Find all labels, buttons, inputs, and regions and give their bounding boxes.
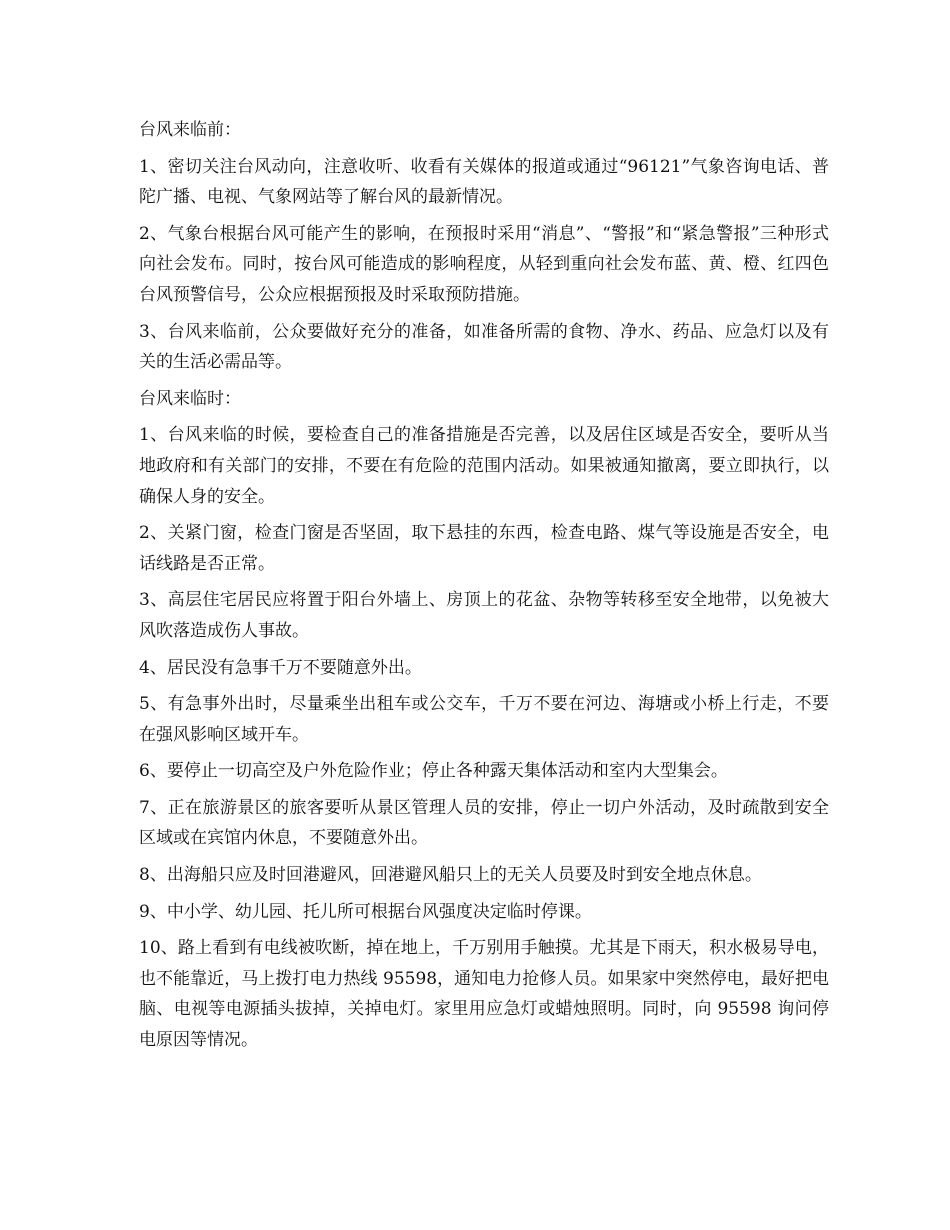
document-body: [139, 115, 829, 1062]
section-heading-before: 台风来临前：: [139, 120, 241, 140]
paragraph-during-9: 9、中小学、幼儿园、托儿所可根据台风强度决定临时停课。: [139, 901, 592, 922]
paragraph-before-1: 1、密切关注台风动向，注意收听、收看有关媒体的报道或通过“96121”气象咨询电话、普陀广播、电视、气象网站等了解台风的最新情况。: [139, 156, 829, 208]
paragraph-during-8: 8、出海船只应及时回港避风，回港避风船只上的无关人员要及时到安全地点休息。: [139, 865, 762, 886]
paragraph-during-1: 1、台风来临的时候，要检查自己的准备措施是否完善，以及居住区域是否安全，要听从当地政府和有关部门的安排，不要在有危险的范围内活动。如果被通知撤离，要立即执行，以确保人身的安全。: [139, 425, 829, 507]
paragraph-during-6: 6、要停止一切高空及户外危险作业；停止各种露天集体活动和室内大型集会。: [139, 761, 728, 782]
paragraph-before-2: 2、气象台根据台风可能产生的影响，在预报时采用“消息”、“警报”和“紧急警报”三种形式向社会发布。同时，按台风可能造成的影响程度，从轻到重向社会发布蓝、黄、橙、红四色台风预警信号，公众应根据预报及时采取预防措施。: [139, 223, 829, 305]
section-heading-during: 台风来临时：: [139, 388, 241, 409]
paragraph-during-10: 10、路上看到有电线被吹断，掉在地上，千万别用手触摸。尤其是下雨天，积水极易导电，也不能靠近，马上拨打电力热线 95598，通知电力抢修人员。如果家中突然停电，最好把电脑、电视等电源插头拔掉，关掉电灯。家里用应急灯或蜡烛照明。同时，向 95598 询问停电原因等情况。: [139, 938, 829, 1051]
paragraph-during-2: 2、关紧门窗，检查门窗是否坚固，取下悬挂的东西，检查电路、煤气等设施是否安全，电话线路是否正常。: [139, 523, 829, 574]
paragraph-during-5: 5、有急事外出时，尽量乘坐出租车或公交车，千万不要在河边、海塘或小桥上行走，不要在强风影响区域开车。: [139, 694, 829, 745]
paragraph-during-7: 7、正在旅游景区的旅客要听从景区管理人员的安排，停止一切户外活动，及时疏散到安全区域或在宾馆内休息，不要随意外出。: [139, 797, 829, 849]
paragraph-before-3: 3、台风来临前，公众要做好充分的准备，如准备所需的食物、净水、药品、应急灯以及有关的生活必需品等。: [139, 321, 829, 373]
paragraph-during-4: 4、居民没有急事千万不要随意外出。: [139, 657, 422, 678]
paragraph-during-3: 3、高层住宅居民应将置于阳台外墙上、房顶上的花盆、杂物等转移至安全地带，以免被大风吹落造成伤人事故。: [139, 590, 829, 641]
